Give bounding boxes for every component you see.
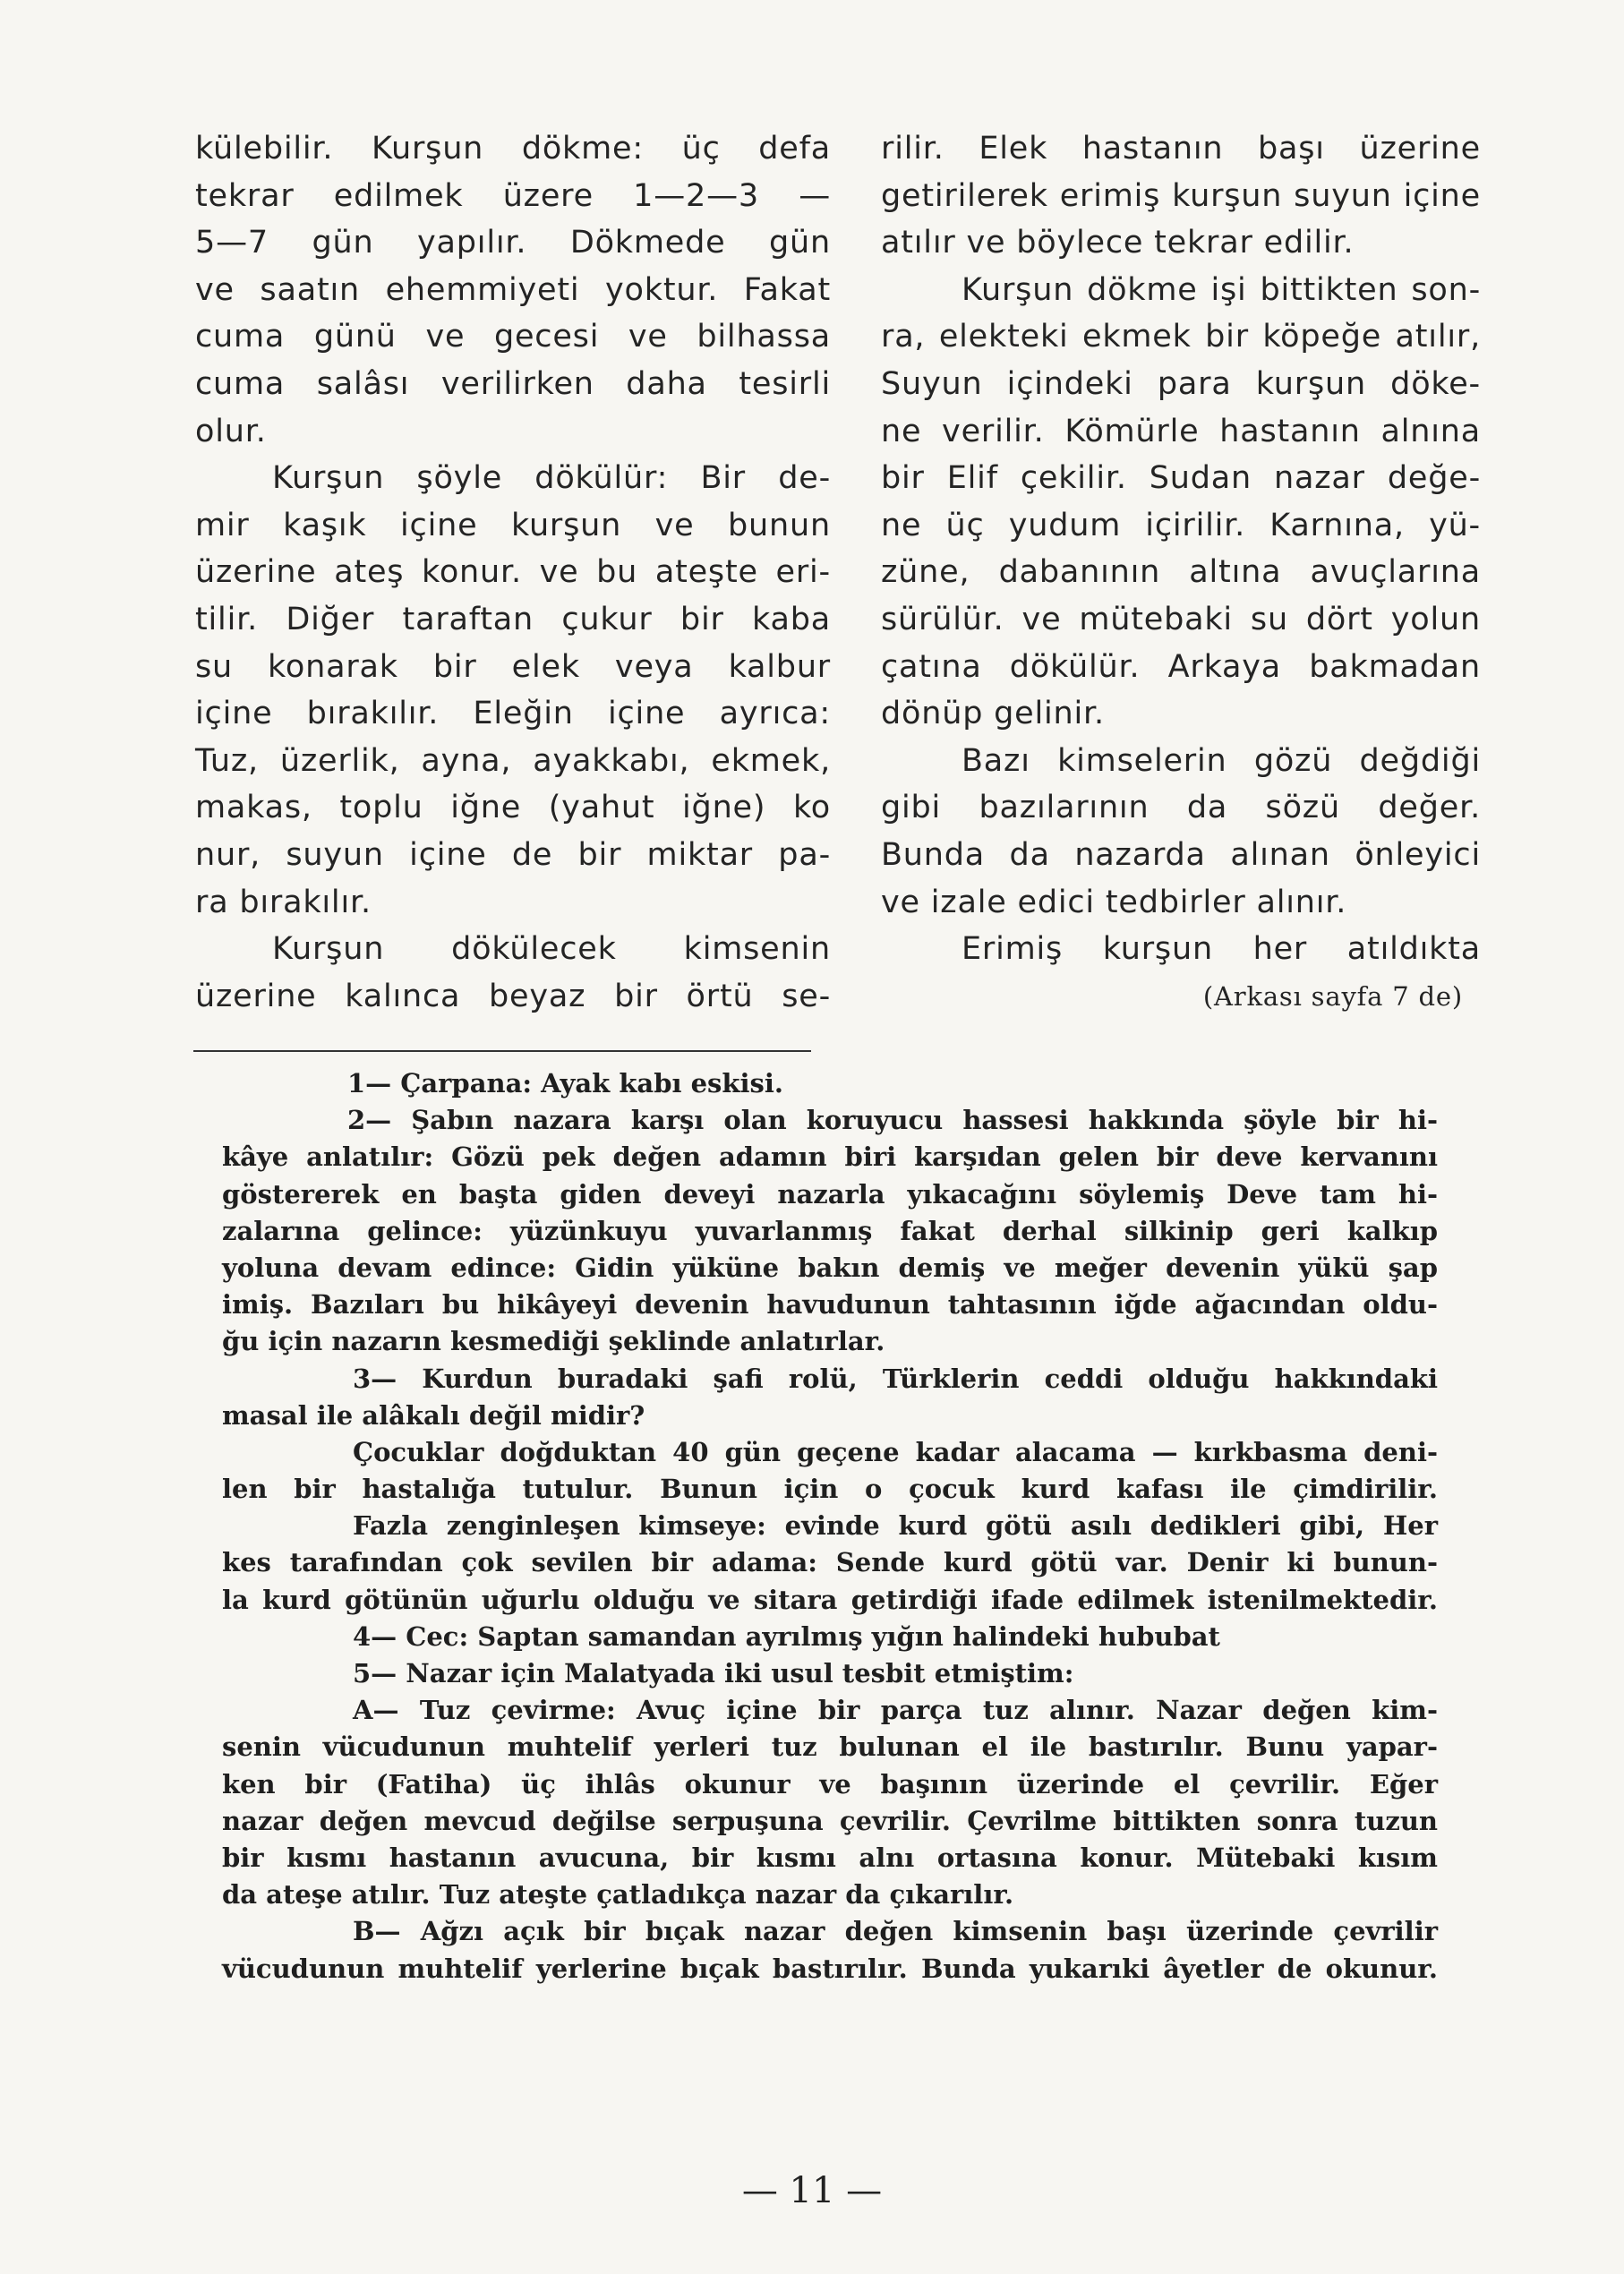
text-line: cuma salâsı verilirken daha tesirli bbox=[195, 365, 831, 402]
text-line: külebilir. Kurşun dökme: üç defa bbox=[195, 131, 831, 167]
text-line: ra, elekteki ekmek bir köpeğe atılır, bbox=[881, 319, 1481, 355]
footnote-line: 2— Şabın nazara karşı olan koruyucu hassesi hakkında şöyle bir hi- bbox=[347, 1105, 1438, 1136]
footnote-line: kes tarafından çok sevilen bir adama: Sende kurd götü var. Denir ki bunun- bbox=[222, 1547, 1438, 1578]
text-line: tilir. Diğer taraftan çukur bir kaba bbox=[195, 601, 831, 637]
footnote-line: bir kısmı hastanın avucuna, bir kısmı alnı ortasına konur. Mütebaki kısım bbox=[222, 1842, 1438, 1873]
text-line: ve izale edici tedbirler alınır. bbox=[881, 884, 1347, 920]
text-line: üzerine kalınca beyaz bir örtü se- bbox=[195, 978, 831, 1014]
text-line: ne üç yudum içirilir. Karnına, yü- bbox=[881, 507, 1481, 543]
text-line: dönüp gelinir. bbox=[881, 696, 1105, 732]
footnote-line: da ateşe atılır. Tuz ateşte çatladıkça nazar da çıkarılır. bbox=[222, 1879, 1014, 1911]
text-line: sürülür. ve mütebaki su dört yolun bbox=[881, 601, 1481, 637]
text-line: Kurşun şöyle dökülür: Bir de- bbox=[272, 460, 831, 497]
footnote-line: ğu için nazarın kesmediği şeklinde anlatırlar. bbox=[222, 1326, 885, 1357]
text-line: züne, dabanının altına avuçlarına bbox=[881, 554, 1481, 591]
text-line: su konarak bir elek veya kalbur bbox=[195, 648, 831, 685]
text-line: Tuz, üzerlik, ayna, ayakkabı, ekmek, bbox=[195, 742, 831, 779]
footnote-line: yoluna devam edince: Gidin yüküne bakın demiş ve meğer devenin yükü şap bbox=[222, 1252, 1438, 1283]
text-line: cuma günü ve gecesi ve bilhassa bbox=[195, 319, 831, 355]
text-line: çatına dökülür. Arkaya bakmadan bbox=[881, 648, 1481, 685]
text-line: rilir. Elek hastanın başı üzerine bbox=[881, 131, 1481, 167]
text-line: getirilerek erimiş kurşun suyun içine bbox=[881, 177, 1481, 214]
text-line: atılır ve böylece tekrar edilir. bbox=[881, 225, 1355, 261]
text-line: mir kaşık içine kurşun ve bunun bbox=[195, 507, 831, 543]
text-line: Bazı kimselerin gözü değdiği bbox=[962, 742, 1481, 779]
footnote-line: ken bir (Fatiha) üç ihlâs okunur ve başının üzerinde el çevrilir. Eğer bbox=[222, 1768, 1438, 1800]
footnote-line: 4— Cec: Saptan samandan ayrılmış yığın halindeki hububat bbox=[353, 1620, 1220, 1652]
text-line: Bunda da nazarda alınan önleyici bbox=[881, 836, 1481, 873]
footnote-line: vücudunun muhtelif yerlerine bıçak bastırılır. Bunda yukarıki âyetler de okunur. bbox=[222, 1953, 1438, 1984]
footnote-line: masal ile alâkalı değil midir? bbox=[222, 1399, 645, 1431]
left-text-column bbox=[195, 125, 831, 1020]
footnote-line: kâye anlatılır: Gözü pek değen adamın biri karşıdan gelen bir deve kervanını bbox=[222, 1141, 1438, 1173]
text-line: nur, suyun içine de bir miktar pa- bbox=[195, 836, 831, 873]
footnote-line: zalarına gelince: yüzünkuyu yuvarlanmış fakat derhal silkinip geri kalkıp bbox=[222, 1215, 1438, 1246]
text-line: ve saatın ehemmiyeti yoktur. Fakat bbox=[195, 271, 831, 308]
text-line: Suyun içindeki para kurşun döke- bbox=[881, 365, 1481, 402]
continued-note: (Arkası sayfa 7 de) bbox=[1202, 980, 1463, 1012]
text-line: gibi bazılarının da sözü değer. bbox=[881, 790, 1481, 826]
footnote-line: B— Ağzı açık bir bıçak nazar değen kimsenin başı üzerinde çevrilir bbox=[353, 1916, 1438, 1947]
footnote-separator bbox=[193, 1050, 811, 1052]
footnote-line: 3— Kurdun buradaki şafi rolü, Türklerin ceddi olduğu hakkındaki bbox=[353, 1363, 1438, 1394]
footnote-line: la kurd götünün uğurlu olduğu ve sitara getirdiği ifade edilmek istenilmektedir. bbox=[222, 1584, 1438, 1615]
footnote-line: Çocuklar doğduktan 40 gün geçene kadar alacama — kırkbasma deni- bbox=[353, 1436, 1438, 1467]
footnote-line: 5— Nazar için Malatyada iki usul tesbit etmiştim: bbox=[353, 1658, 1074, 1688]
text-line: Erimiş kurşun her atıldıkta bbox=[962, 931, 1481, 968]
text-line: Kurşun dökme işi bittikten son- bbox=[962, 271, 1481, 308]
footnote-line: Fazla zenginleşen kimseye: evinde kurd götü asılı dedikleri gibi, Her bbox=[353, 1510, 1438, 1542]
footnote-line: 1— Çarpana: Ayak kabı eskisi. bbox=[347, 1068, 783, 1099]
page-number: — 11 — bbox=[741, 2170, 883, 2211]
text-line: bir Elif çekilir. Sudan nazar değe- bbox=[881, 460, 1481, 497]
text-line: üzerine ateş konur. ve bu ateşte eri- bbox=[195, 554, 831, 591]
text-line: içine bırakılır. Eleğin içine ayrıca: bbox=[195, 696, 831, 732]
footnote-line: imiş. Bazıları bu hikâyeyi devenin havudunun tahtasının iğde ağacından oldu- bbox=[222, 1289, 1438, 1321]
text-line: ne verilir. Kömürle hastanın alnına bbox=[881, 413, 1481, 449]
right-text-column bbox=[881, 125, 1481, 1020]
text-line: ra bırakılır. bbox=[195, 884, 372, 920]
text-line: makas, toplu iğne (yahut iğne) ko bbox=[195, 790, 831, 826]
text-line: Kurşun dökülecek kimsenin bbox=[272, 931, 831, 968]
footnote-line: göstererek en başta giden deveyi nazarla yıkacağını söylemiş Deve tam hi- bbox=[222, 1178, 1438, 1210]
text-line: olur. bbox=[195, 413, 267, 449]
text-line: 5—7 gün yapılır. Dökmede gün bbox=[195, 225, 831, 261]
footnote-line: A— Tuz çevirme: Avuç içine bir parça tuz alınır. Nazar değen kim- bbox=[353, 1695, 1438, 1726]
footnote-line: nazar değen mevcud değilse serpuşuna çevrilir. Çevrilme bittikten sonra tuzun bbox=[222, 1805, 1438, 1836]
text-line: tekrar edilmek üzere 1—2—3 — bbox=[195, 177, 831, 214]
footnote-line: len bir hastalığa tutulur. Bunun için o çocuk kurd kafası ile çimdirilir. bbox=[222, 1474, 1438, 1505]
footnotes bbox=[222, 1065, 1438, 1988]
footnote-line: senin vücudunun muhtelif yerleri tuz bulunan el ile bastırılır. Bunu yapar- bbox=[222, 1731, 1438, 1763]
